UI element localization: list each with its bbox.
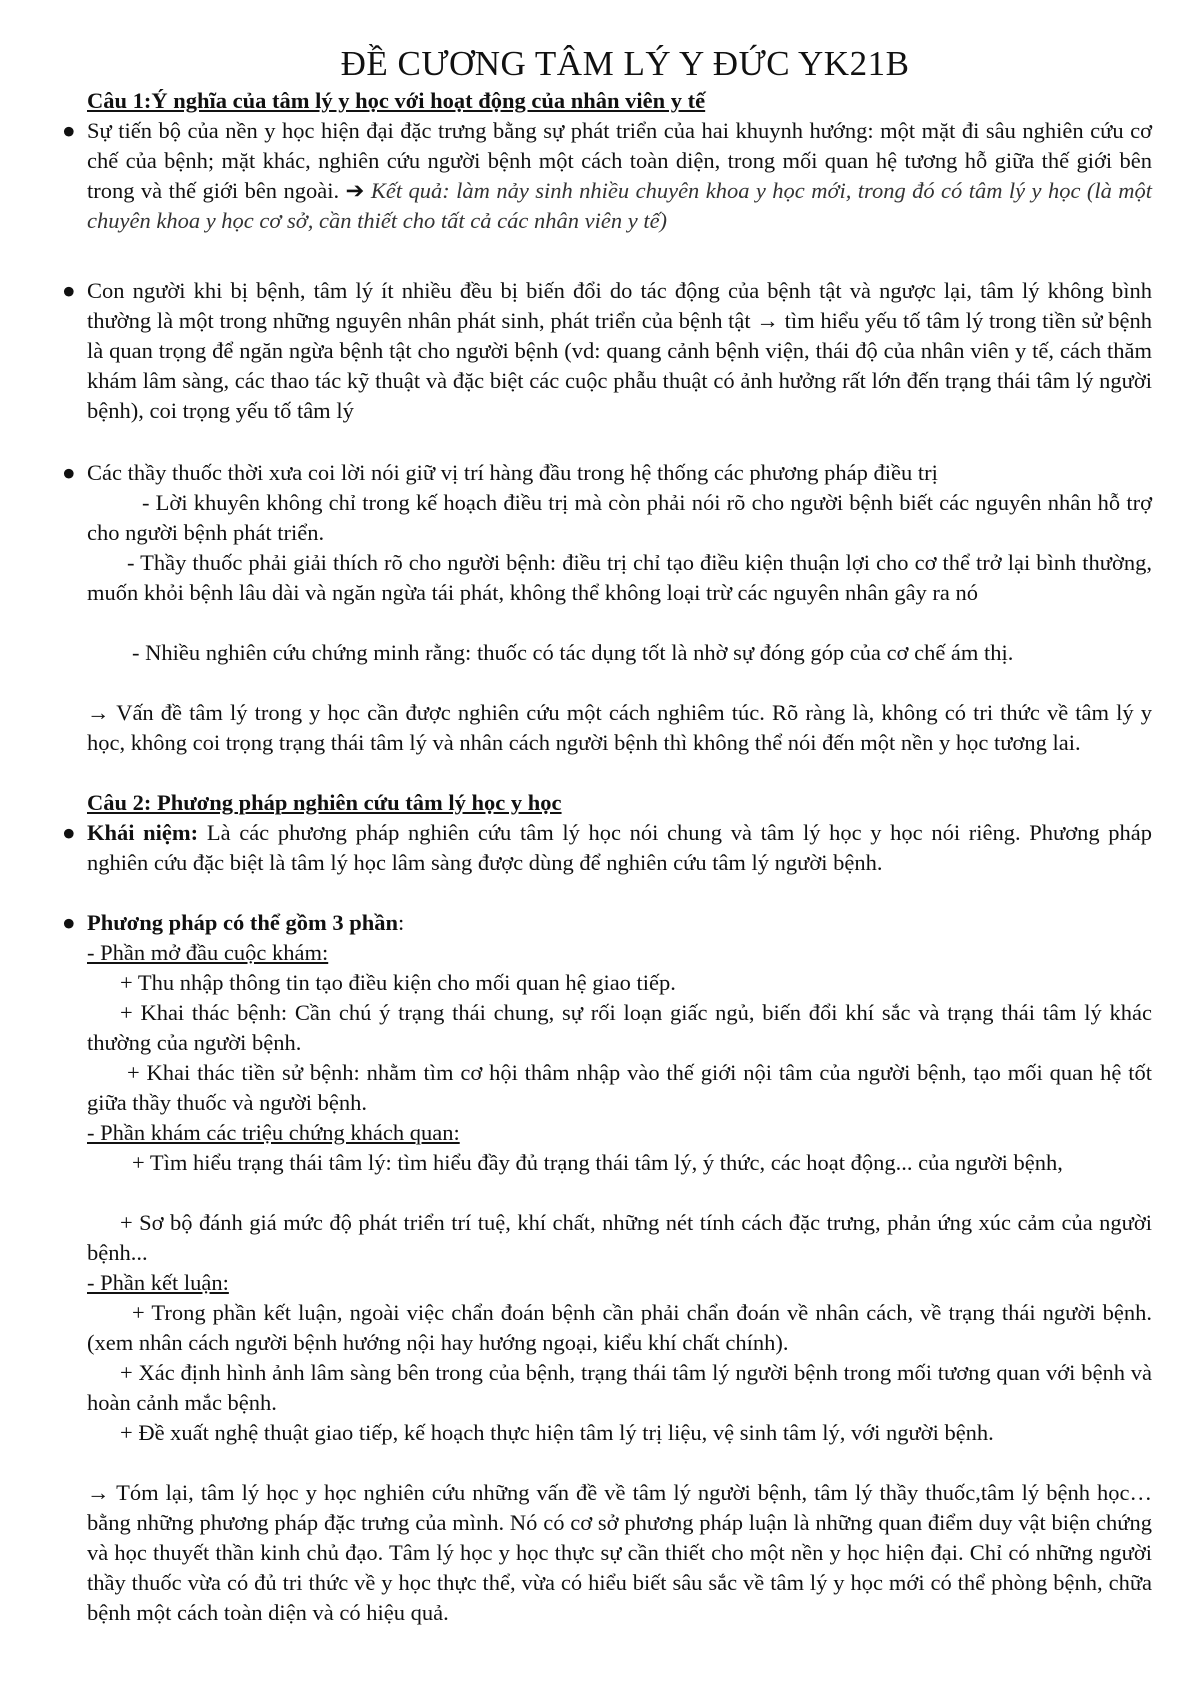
bullet-icon: ● — [62, 820, 76, 845]
q1-bullet-3 — [62, 458, 1152, 488]
q2-part-1-item-1: + Thu nhập thông tin tạo điều kiện cho mối quan hệ giao tiếp. — [120, 970, 676, 995]
bullet-icon: ● — [62, 278, 76, 303]
q2-concept-text: Là các phương pháp nghiên cứu tâm lý học nói chung và tâm lý học y học nói riêng. Phương pháp nghiên cứu đặc biệt là tâm lý học lâm sàng được dùng để nghiên cứu tâm lý người bệnh. — [87, 820, 1152, 875]
document-title: ĐỀ CƯƠNG TÂM LÝ Y ĐỨC YK21B — [340, 44, 910, 83]
q2-part-2-item-2: + Sơ bộ đánh giá mức độ phát triển trí tuệ, khí chất, những nét tính cách đặc trưng, phản ứng xúc cảm của người bệnh... — [87, 1210, 1152, 1265]
bullet-icon: ● — [62, 118, 76, 143]
q2-method-colon: : — [398, 910, 405, 935]
q2-concept-label: Khái niệm: — [87, 820, 199, 845]
q1-bullet-1 — [62, 116, 1152, 236]
q2-part-3-title: - Phần kết luận: — [87, 1270, 229, 1295]
q1-bullet-3-text: Các thầy thuốc thời xưa coi lời nói giữ vị trí hàng đầu trong hệ thống các phương pháp điều trị — [87, 460, 938, 485]
q2-bullet-2 — [62, 908, 1152, 938]
q2-bullet-1 — [62, 818, 1152, 878]
bullet-icon: ● — [62, 460, 76, 485]
q2-method-label: Phương pháp có thể gồm 3 phần — [87, 910, 399, 935]
q2-part-2-item-1: + Tìm hiểu trạng thái tâm lý: tìm hiểu đầy đủ trạng thái tâm lý, ý thức, các hoạt động... của người bệnh, — [132, 1150, 1063, 1175]
q2-part-1-item-2: + Khai thác bệnh: Cần chú ý trạng thái chung, sự rối loạn giấc ngủ, biến đổi khí sắc và trạng thái tâm lý khác thường của người bệnh. — [87, 1000, 1152, 1055]
right-arrow-icon: → — [756, 308, 779, 333]
q1-bullet-1-result: Kết quả: làm nảy sinh nhiều chuyên khoa y học mới, trong đó có tâm lý y học (là một chuyên khoa y học cơ sở, cần thiết cho tất cả các nhân viên y tế) — [87, 178, 1153, 233]
q1-bullet-2-text-a: Con người khi bị bệnh, tâm lý ít nhiều đều bị biến đổi do tác động của bệnh tật và ngược lại, tâm lý không bình thường là một trong những nguyên nhân phát sinh, phát triển của bệnh tật — [87, 278, 1152, 333]
q2-part-1-title: - Phần mở đầu cuộc khám: — [87, 940, 329, 965]
q1-conclusion: → Vấn đề tâm lý trong y học cần được nghiên cứu một cách nghiêm túc. Rõ ràng là, không có tri thức về tâm lý y học, không coi trọng trạng thái tâm lý và nhân cách người bệnh thì không thể nói đến một nền y học tương lai. — [87, 700, 1152, 755]
bullet-icon: ● — [62, 910, 76, 935]
q2-part-3-item-3: + Đề xuất nghệ thuật giao tiếp, kế hoạch thực hiện tâm lý trị liệu, vệ sinh tâm lý, với người bệnh. — [120, 1420, 994, 1445]
q2-part-3-item-1: + Trong phần kết luận, ngoài việc chẩn đoán bệnh cần phải chẩn đoán về nhân cách, về trạng thái người bệnh. (xem nhân cách người bệnh hướng nội hay hướng ngoại, kiểu khí chất chính). — [87, 1300, 1152, 1355]
q2-heading: Câu 2: Phương pháp nghiên cứu tâm lý học y học — [87, 790, 562, 815]
q1-bullet-2 — [62, 276, 1152, 426]
q2-summary: → Tóm lại, tâm lý học y học nghiên cứu những vấn đề về tâm lý người bệnh, tâm lý thầy thuốc,tâm lý bệnh học…bằng những phương pháp đặc trưng của mình. Nó có cơ sở phương pháp luận là những quan điểm duy vật biện chứng và học thuyết thần kinh chủ đạo. Tâm lý học y học thực sự cần thiết cho một nền y học hiện đại. Chỉ có những người thầy thuốc vừa có đủ tri thức về y học thực thể, vừa có hiểu biết sâu sắc về tâm lý y học mới có thể phòng bệnh, chữa bệnh một cách toàn diện và có hiệu quả. — [87, 1480, 1152, 1625]
q1-heading: Câu 1:Ý nghĩa của tâm lý y học với hoạt động của nhân viên y tế — [87, 88, 706, 113]
q1-dash-1: - Lời khuyên không chỉ trong kế hoạch điều trị mà còn phải nói rõ cho người bệnh biết các nguyên nhân hỗ trợ cho người bệnh phát triển. — [87, 490, 1152, 545]
q1-dash-2: - Thầy thuốc phải giải thích rõ cho người bệnh: điều trị chỉ tạo điều kiện thuận lợi cho cơ thể trở lại bình thường, muốn khỏi bệnh lâu dài và ngăn ngừa tái phát, không thể không loại trừ các nguyên nhân gây ra nó — [87, 550, 1152, 605]
q1-dash-3: - Nhiều nghiên cứu chứng minh rằng: thuốc có tác dụng tốt là nhờ sự đóng góp của cơ chế ám thị. — [132, 640, 1014, 665]
q1-bullet-1-text: Sự tiến bộ của nền y học hiện đại đặc trưng bằng sự phát triển của hai khuynh hướng: một mặt đi sâu nghiên cứu cơ chế của bệnh; mặt khác, nghiên cứu người bệnh một cách toàn diện, trong mối quan hệ tương hỗ giữa thế giới bên trong và thế giới bên ngoài. — [87, 118, 1152, 203]
right-arrow-icon: ➔ — [345, 178, 365, 203]
q2-part-1-item-3: + Khai thác tiền sử bệnh: nhằm tìm cơ hội thâm nhập vào thế giới nội tâm của người bệnh, tạo mối quan hệ tốt giữa thầy thuốc và người bệnh. — [87, 1060, 1152, 1115]
q2-part-2-title: - Phần khám các triệu chứng khách quan: — [87, 1120, 460, 1145]
q2-part-3-item-2: + Xác định hình ảnh lâm sàng bên trong của bệnh, trạng thái tâm lý người bệnh trong mối tương quan với bệnh và hoàn cảnh mắc bệnh. — [87, 1360, 1152, 1415]
q1-bullet-2-text-b: tìm hiểu yếu tố tâm lý trong tiền sử bệnh là quan trọng để ngăn ngừa bệnh tật cho người bệnh (vd: quang cảnh bệnh viện, thái độ của nhân viên y tế, cách thăm khám lâm sàng, các thao tác kỹ thuật và đặc biệt các cuộc phẫu thuật có ảnh hưởng rất lớn đến trạng thái tâm lý người bệnh), coi trọng yếu tố tâm lý — [87, 308, 1153, 423]
